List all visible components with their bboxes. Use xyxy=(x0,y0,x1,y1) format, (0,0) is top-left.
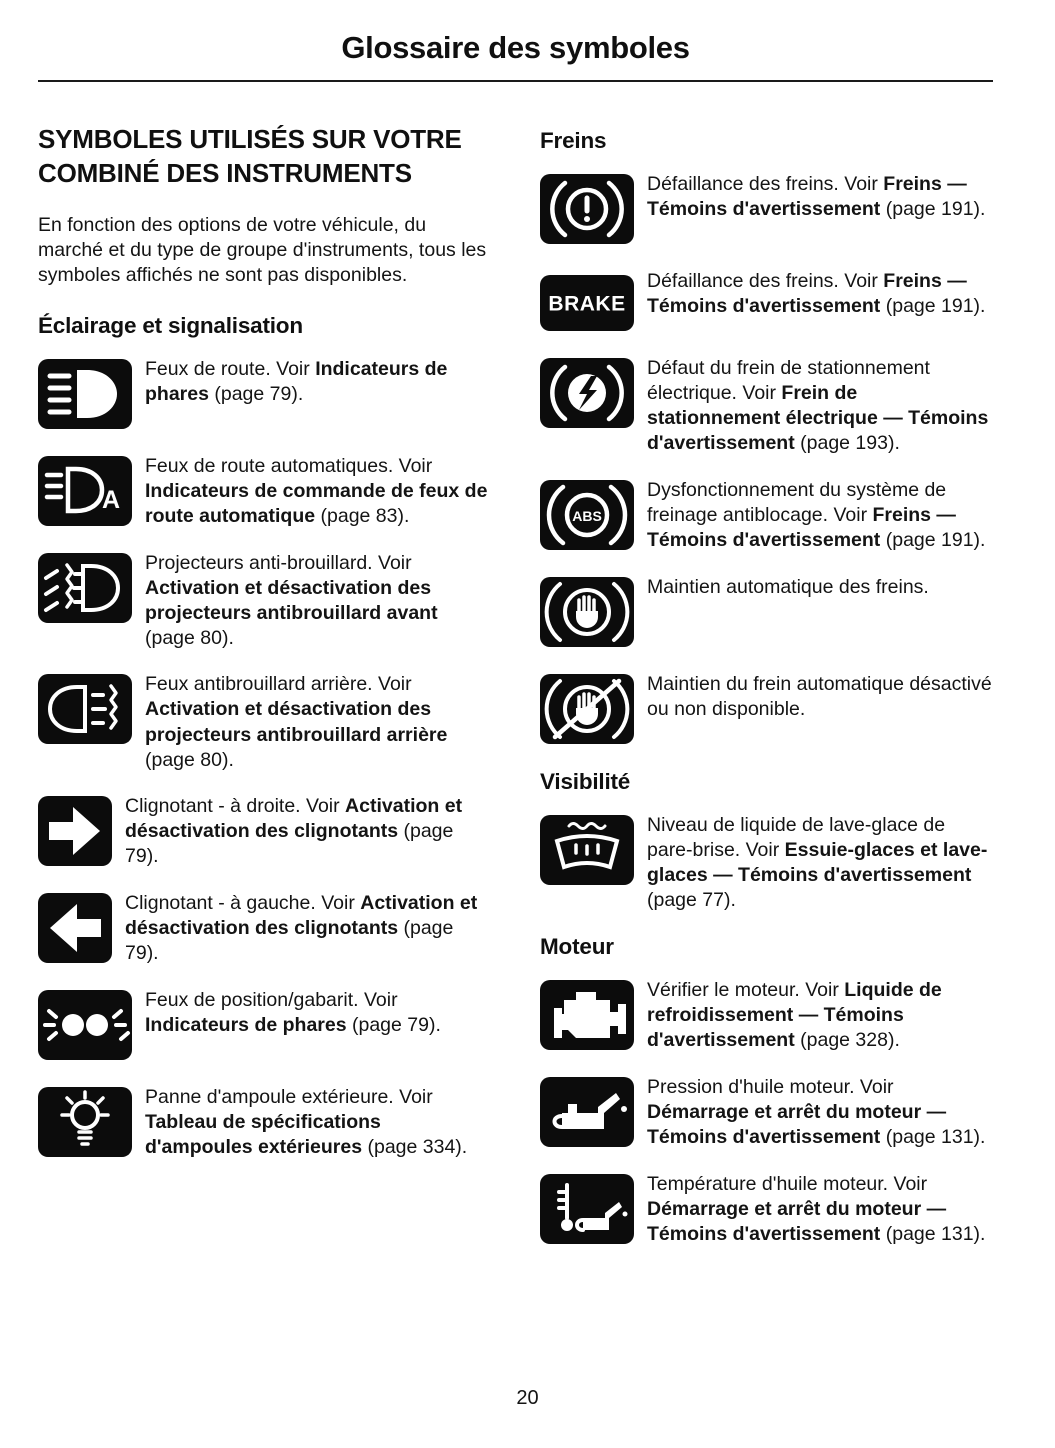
symbol-description: Dysfonctionnement du système de freinage antiblocage. Voir Freins — Témoins d'avertissement (page 191). xyxy=(647,478,986,551)
section-heading: Moteur xyxy=(540,934,614,960)
symbol-entry xyxy=(540,978,994,1054)
svg-text:BRAKE: BRAKE xyxy=(548,292,626,316)
brake-warning-icon xyxy=(540,174,634,244)
symbol-entry xyxy=(38,1085,492,1161)
left-sections xyxy=(38,313,492,1161)
section-heading: Freins xyxy=(540,128,607,153)
high-beam-icon xyxy=(38,359,132,429)
section-heading: Éclairage et signalisation xyxy=(38,312,303,338)
symbol-entry xyxy=(540,172,994,248)
symbol-entry xyxy=(540,1172,994,1248)
electric-park-brake-icon xyxy=(540,358,634,428)
symbol-entry xyxy=(540,478,994,554)
symbol-description: Panne d'ampoule extérieure. Voir Tableau de spécifications d'ampoules extérieures (page 334). xyxy=(145,1085,468,1159)
symbol-description: Maintien du frein automatique désactivé ou non disponible. xyxy=(647,672,992,720)
rear-fog-lamps-icon xyxy=(38,674,132,744)
right-sections xyxy=(540,128,994,1248)
symbol-description: Vérifier le moteur. Voir Liquide de refroidissement — Témoins d'avertissement (page 328). xyxy=(647,979,942,1052)
symbol-description: Projecteurs anti-brouillard. Voir Activation et désactivation des projecteurs antibrouillard avant (page 80). xyxy=(145,551,438,650)
washer-fluid-icon xyxy=(540,815,634,885)
symbol-entry xyxy=(540,1075,994,1151)
symbol-entry xyxy=(38,357,492,433)
auto-hold-off-icon xyxy=(540,674,634,744)
symbol-entry xyxy=(38,794,492,870)
symbol-description: Température d'huile moteur. Voir Démarrage et arrêt du moteur — Témoins d'avertissement (page 131). xyxy=(647,1173,986,1246)
symbol-description: Clignotant - à gauche. Voir Activation et désactivation des clignotants (page 79). xyxy=(125,891,478,965)
symbol-entry xyxy=(38,551,492,652)
check-engine-icon xyxy=(540,980,634,1050)
oil-pressure-icon xyxy=(540,1077,634,1147)
symbol-entry xyxy=(540,813,994,914)
symbol-entry xyxy=(540,575,994,651)
auto-hold-icon xyxy=(540,577,634,647)
symbol-description: Maintien automatique des freins. xyxy=(647,575,929,598)
content-columns xyxy=(38,122,993,1269)
symbol-description: Feux antibrouillard arrière. Voir Activation et désactivation des projecteurs antibrouillard arrière (page 80). xyxy=(145,673,448,771)
symbol-entry xyxy=(38,988,492,1064)
symbol-entry xyxy=(38,454,492,530)
bulb-failure-icon xyxy=(38,1087,132,1157)
position-lamps-icon xyxy=(38,990,132,1060)
symbol-entry xyxy=(540,672,994,748)
symbol-description: Feux de route automatiques. Voir Indicateurs de commande de feux de route automatique (page 83). xyxy=(145,454,488,527)
symbol-entry xyxy=(38,891,492,967)
svg-text:ABS: ABS xyxy=(572,507,602,524)
turn-signal-left-icon xyxy=(38,893,112,963)
intro-paragraph: En fonction des options de votre véhicule, du marché et du type de groupe d'instruments, tous les symboles affichés ne sont pas disponibles. xyxy=(38,213,487,287)
abs-warning-icon xyxy=(540,480,634,550)
left-column xyxy=(38,122,492,1269)
symbol-description: Défaut du frein de stationnement électrique. Voir Frein de stationnement électrique — Témoins d'avertissement (page 193). xyxy=(647,357,989,455)
page-number: 20 xyxy=(516,1387,539,1409)
symbol-description: Pression d'huile moteur. Voir Démarrage et arrêt du moteur — Témoins d'avertissement (page 131). xyxy=(647,1076,986,1149)
main-heading: SYMBOLES UTILISÉS SUR VOTRE COMBINÉ DES INSTRUMENTS xyxy=(38,124,462,189)
auto-high-beam-icon xyxy=(38,456,132,526)
right-column xyxy=(540,122,994,1269)
turn-signal-right-icon xyxy=(38,796,112,866)
symbol-description: Défaillance des freins. Voir Freins — Témoins d'avertissement (page 191). xyxy=(647,270,986,318)
page-title: Glossaire des symboles xyxy=(341,30,690,65)
title-divider xyxy=(38,80,993,82)
symbol-description: Défaillance des freins. Voir Freins — Témoins d'avertissement (page 191). xyxy=(647,173,986,221)
oil-temperature-icon xyxy=(540,1174,634,1244)
page-header xyxy=(38,30,993,82)
symbol-description: Clignotant - à droite. Voir Activation et désactivation des clignotants (page 79). xyxy=(125,794,463,868)
section-heading: Visibilité xyxy=(540,768,631,794)
brake-text-icon xyxy=(540,275,634,331)
svg-text:A: A xyxy=(101,485,121,514)
symbol-description: Niveau de liquide de lave-glace de pare-brise. Voir Essuie-glaces et lave-glaces — Témoins d'avertissement (page 77). xyxy=(647,813,988,911)
symbol-entry xyxy=(38,672,492,773)
symbol-entry xyxy=(540,269,994,335)
symbol-entry xyxy=(540,356,994,457)
symbol-description: Feux de route. Voir Indicateurs de phares (page 79). xyxy=(145,357,448,405)
symbol-description: Feux de position/gabarit. Voir Indicateurs de phares (page 79). xyxy=(145,988,441,1036)
front-fog-lamps-icon xyxy=(38,553,132,623)
